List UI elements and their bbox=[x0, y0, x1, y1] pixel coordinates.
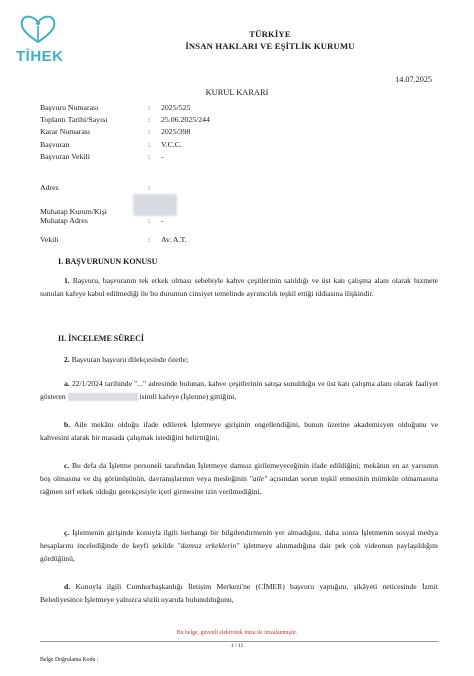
paragraph-1: 1. Başvuru, başvuranın tek erkek olması sebebiyle kahve çeşitlerinin satıldığı ve üst katı çalışma alanı olarak hizmete sunulan kafeye kabul edilmediği ile bu durumun cinsiyet temelinde ayrımcılık teşkil ettiği iddiasına ilişkindir. bbox=[40, 276, 438, 298]
item-cc: ç. İşletmenin girişinde konuyla ilgili herhangi bir bilgilendirmenin yer almadığını, daha sonra İşletmenin sosyal medya hesaplarını incelediğinde de keyfi şekilde "damsız erkeklerin" işletmeye alınmadığına dair pek çok videonun paylaşıldığını gördüğünü, bbox=[40, 528, 438, 563]
redacted-inline bbox=[68, 393, 138, 401]
meta-row: Vekili : Av. A.T. bbox=[40, 235, 187, 244]
footer-divider bbox=[40, 641, 438, 642]
meta-row: Başvuran : V.C.C. bbox=[40, 140, 182, 149]
tihek-logo bbox=[16, 12, 64, 68]
section-heading: I. BAŞVURUNUN KONUSU bbox=[58, 257, 158, 266]
meta-row: Karar Numarası : 2025/398 bbox=[40, 127, 191, 136]
item-b: b. Aile mekânı olduğu ifade edilerek İşletmeye girişinin engellendiğini, bunun üzerine akademisyen olduğunu ve kahvesini alarak bir masada çalışmak istediğini belirttiğini, bbox=[40, 420, 438, 442]
logo-heart-icon bbox=[16, 12, 60, 52]
meta-row: Toplantı Tarihi/Sayısı : 25.06.2025/244 bbox=[40, 115, 210, 124]
organization-header bbox=[100, 28, 440, 52]
item-a: a. 22/1/2024 tarihinde "..." adresinde bulunan, kahve çeşitlerinin satışa sunulduğu ve üst katı çalışma alanı olarak faaliyet gösteren isimli kafeye (İşletme) gittiğini, bbox=[40, 379, 438, 401]
item-c: c. Bu defa da İşletme personeli tarafından İşletmeye damsız girilemeyeceğinin ifade edildiğini; mekânın en az yarısının boş olmasına ve dış görünüşünün, davranışlarının veya mesleğinin "aile" açısından sorun teşkil etmesinin mümkün olmamasına rağmen sırf erkek olduğu gerekçesiyle içeri girmesine izin verilmediğini, bbox=[40, 461, 438, 496]
document-title: KURUL KARARI bbox=[205, 88, 269, 97]
meta-row: Muhatap Kurum/Kişi bbox=[40, 207, 107, 216]
item-d: d. Konuyla ilgili Cumhurbaşkanlığı İletişim Merkezi'ne (CİMER) başvuru yaptığını, şikâyeti neticesinde İzmit Belediyesince İşletmeye yalnızca sözlü uyarıda bulunulduğunu, bbox=[40, 582, 438, 604]
meta-row: Adres : bbox=[40, 183, 151, 192]
paragraph-2: 2. Başvuran başvuru dilekçesinde özetle; bbox=[64, 355, 189, 364]
meta-row: Başvuran Vekili : - bbox=[40, 152, 164, 161]
verification-code-label: Belge Doğrulama Kodu : bbox=[40, 657, 99, 663]
page-number: 1 / 11 bbox=[230, 643, 244, 649]
country-name: TÜRKİYE bbox=[249, 29, 291, 39]
document-date: 14.07.2025 bbox=[395, 75, 432, 84]
meta-row: Muhatap Adres : - bbox=[40, 216, 164, 225]
redacted-block bbox=[133, 194, 177, 216]
meta-row: Başvuru Numarası : 2025/525 bbox=[40, 103, 191, 112]
e-signature-notice: Bu belge, güvenli elektronik imza ile imzalanmıştır. bbox=[176, 630, 298, 636]
logo-text: TİHEK bbox=[16, 48, 64, 65]
organization-name: İNSAN HAKLARI VE EŞİTLİK KURUMU bbox=[185, 41, 355, 51]
section-heading: II. İNCELEME SÜRECİ bbox=[58, 334, 145, 343]
